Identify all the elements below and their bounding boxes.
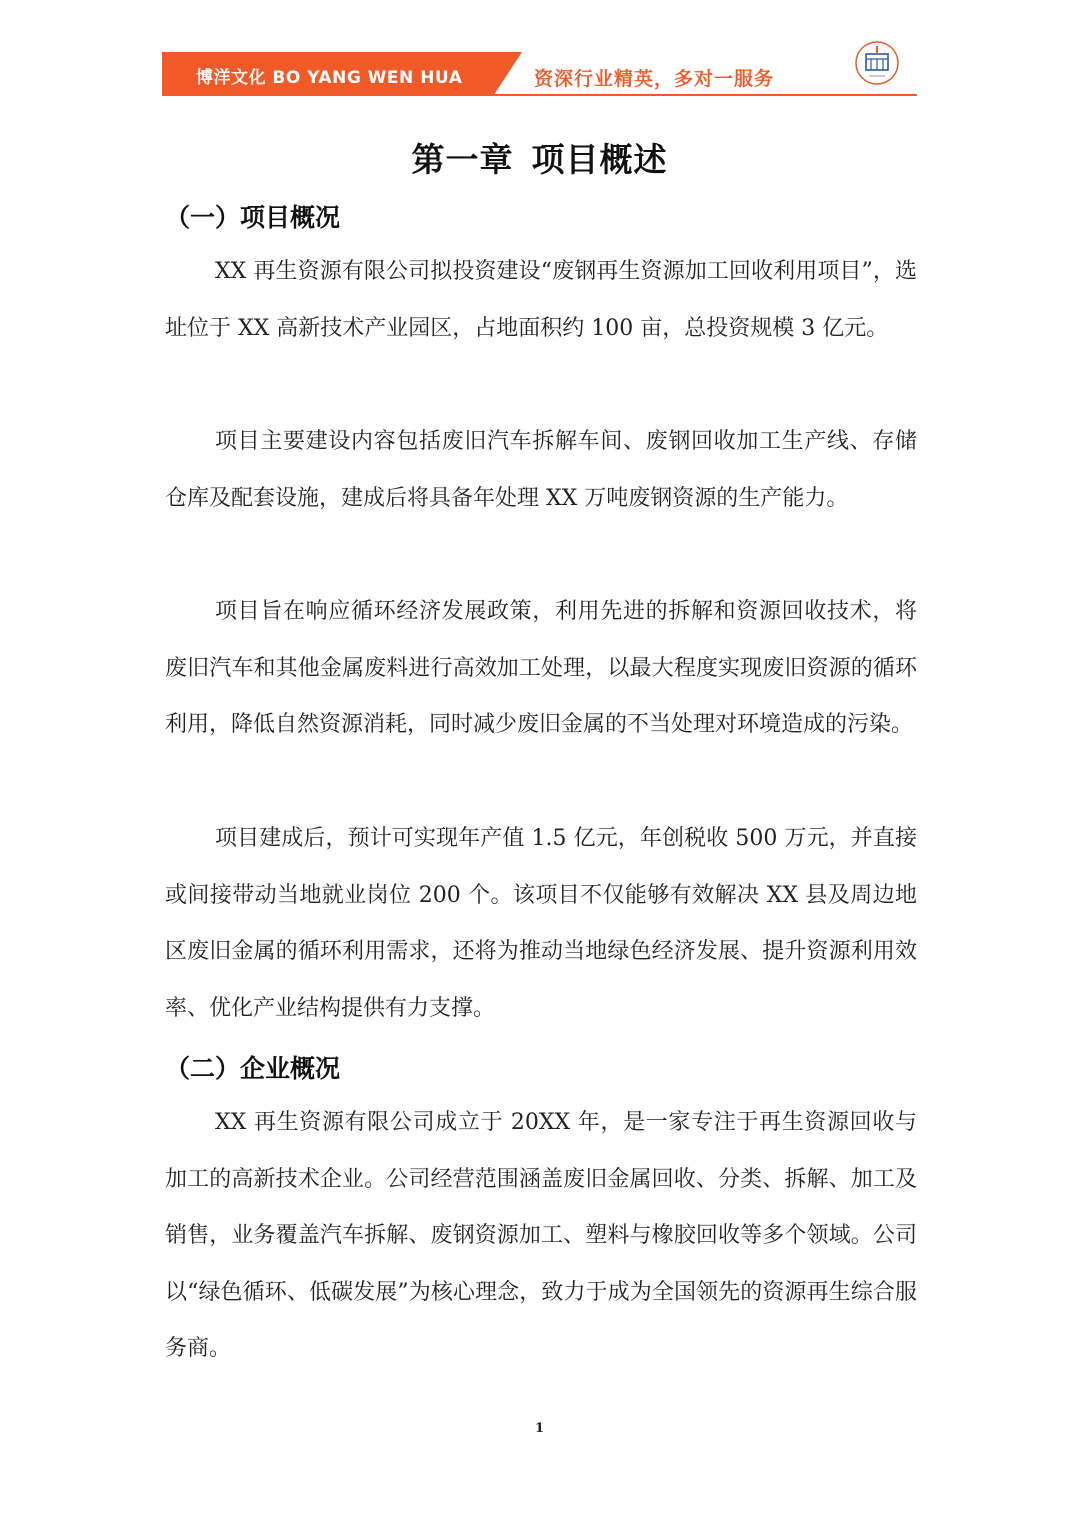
header-divider <box>162 94 917 96</box>
paragraph: XX 再生资源有限公司成立于 20XX 年，是一家专注于再生资源回收与加工的高新技术企业。公司经营范围涵盖废旧金属回收、分类、拆解、加工及销售，业务覆盖汽车拆解、废钢资源加工、塑料与橡胶回收等多个领域。公司以“绿色循环、低碳发展”为核心理念，致力于成为全国领先的资源再生综合服务商。 <box>165 1110 917 1362</box>
paragraph: 项目主要建设内容包括废旧汽车拆解车间、废钢回收加工生产线、存储仓库及配套设施，建成后将具备年处理 XX 万吨废钢资源的生产能力。 <box>165 429 917 511</box>
paragraph: 项目建成后，预计可实现年产值 1.5 亿元，年创税收 500 万元，并直接或间接带动当地就业岗位 200 个。该项目不仅能够有效解决 XX 县及周边地区废旧金属的循环利用需求，还将为推动当地绿色经济发展、提升资源利用效率、优化产业结构提供有力支撑。 <box>165 826 917 1021</box>
chapter-name: 项目概述 <box>531 140 668 179</box>
header-slogan: 资深行业精英，多对一服务 <box>534 68 775 90</box>
chapter-title <box>0 134 1079 181</box>
page-header <box>162 52 917 96</box>
page-number: 1 <box>534 1421 545 1436</box>
header-brand: 博洋文化 BO YANG WEN HUA <box>196 68 463 88</box>
chapter-number: 第一章 <box>411 140 514 179</box>
section-heading: （一）项目概况 <box>165 203 341 232</box>
paragraph: 项目旨在响应循环经济发展政策，利用先进的拆解和资源回收技术，将废旧汽车和其他金属废料进行高效加工处理，以最大程度实现废旧资源的循环利用，降低自然资源消耗，同时减少废旧金属的不当处理对环境造成的污染。 <box>165 599 917 738</box>
book-pen-logo-icon <box>854 40 900 86</box>
paragraph: XX 再生资源有限公司拟投资建设“废钢再生资源加工回收利用项目”，选址位于 XX 高新技术产业园区，占地面积约 100 亩，总投资规模 3 亿元。 <box>165 259 917 341</box>
section-heading: （二）企业概况 <box>165 1054 341 1083</box>
